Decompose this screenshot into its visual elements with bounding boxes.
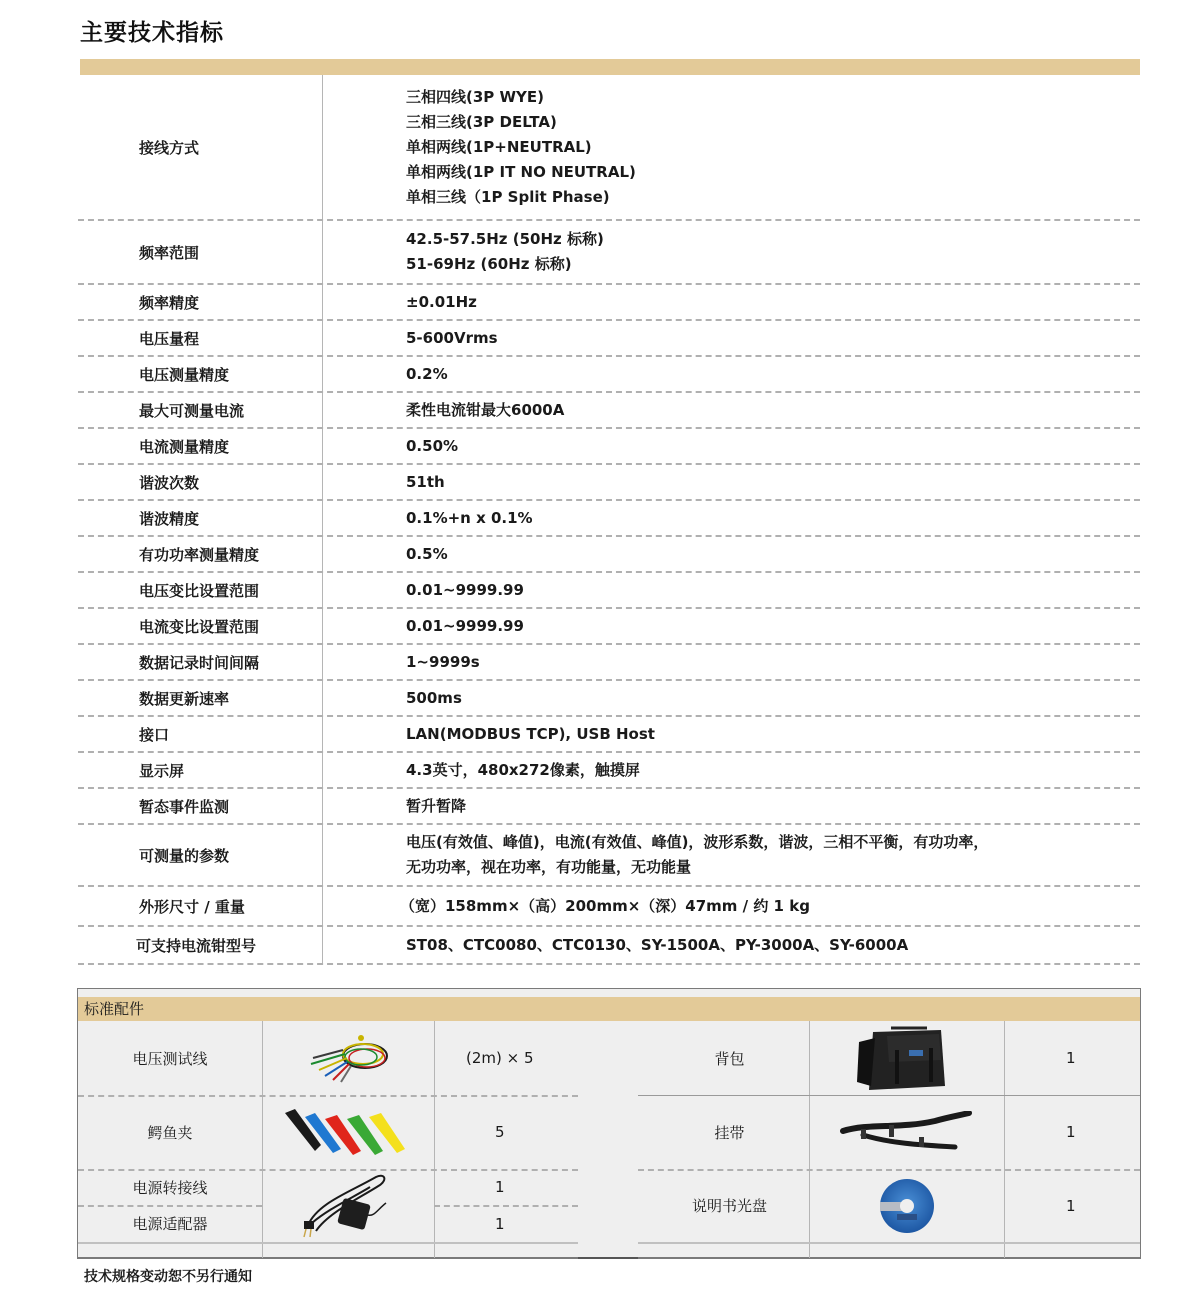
spec-value: 5-600Vrms [406,328,498,347]
spec-value [322,85,1140,210]
accessory-name: 鳄鱼夹 [147,1123,193,1142]
spec-row [78,887,1140,927]
row-divider [78,1242,578,1244]
accessory-qty: 1 [1066,1123,1076,1141]
accessory-name: 电压测试线 [132,1049,208,1068]
accessory-name: 电源转接线 [132,1178,208,1197]
spec-value-line: 51-69Hz (60Hz 标称) [406,255,572,273]
spec-label: 显示屏 [139,761,185,780]
spec-label: 频率精度 [139,293,200,312]
spec-value: 0.2% [406,364,448,383]
accessories-header: 标准配件 [78,997,1140,1021]
accessory-qty: (2m) × 5 [466,1049,534,1067]
accessory-qty: 5 [495,1123,505,1141]
spec-table [78,75,1140,965]
spec-value: 0.1%+n x 0.1% [406,508,533,527]
spec-label: 谐波精度 [139,509,200,528]
spec-label: 最大可测量电流 [139,401,245,420]
accessory-name: 背包 [714,1049,745,1068]
spec-row [78,753,1140,789]
spec-row-parameters [78,825,1140,887]
spec-value: 51th [406,472,445,491]
accessory-qty: 1 [1066,1049,1076,1067]
spec-label: 谐波次数 [139,473,200,492]
spec-label: 电压测量精度 [139,365,230,384]
accessory-qty: 1 [495,1214,505,1233]
spec-row [78,609,1140,645]
footnote: 技术规格变动恕不另行通知 [84,1269,252,1285]
spec-value-line: 单相三线（1P Split Phase) [406,187,610,206]
spec-row [78,501,1140,537]
spec-row [78,573,1140,609]
spec-value-line: 单相两线(1P IT NO NEUTRAL) [406,162,636,181]
spec-row [78,393,1140,429]
spec-value [322,830,1140,880]
row-divider [578,1257,638,1259]
accessory-qty: 1 [495,1178,505,1196]
spec-label: 电压变比设置范围 [139,581,260,600]
spec-value-line: 无功功率，视在功率，有功能量，无功能量 [406,858,692,876]
spec-label: 暂态事件监测 [139,797,230,816]
spec-value-line: 42.5-57.5Hz (50Hz 标称) [406,230,604,248]
accessories-panel [77,988,1141,1259]
power-adapter-image [262,1169,434,1242]
spec-row [78,429,1140,465]
spec-value: （宽）158mm×（高）200mm×（深）47mm / 约 1 kg [400,896,810,915]
spec-label: 数据记录时间间隔 [139,653,260,672]
spec-label: 电压量程 [139,329,200,348]
spec-value-line: 三相三线(3P DELTA) [406,112,557,131]
spec-row [78,681,1140,717]
spec-row [78,645,1140,681]
manual-cd-image [809,1169,1004,1242]
spec-row [78,357,1140,393]
shoulder-strap-image [809,1095,1004,1169]
spec-label: 可支持电流钳型号 [136,936,257,955]
title-accent-bar [80,59,1140,75]
spec-value: ST08、CTC0080、CTC0130、SY-1500A、PY-3000A、SY-6000A [406,935,909,954]
spec-value [322,227,1140,277]
spec-row-wiring [78,75,1140,221]
spec-value-line: 单相两线(1P+NEUTRAL) [406,137,592,156]
test-leads-image [262,1021,434,1095]
spec-label: 有功功率测量精度 [139,545,260,564]
spec-label: 接线方式 [139,138,200,157]
accessory-qty: 1 [1066,1196,1076,1215]
spec-value: LAN(MODBUS TCP), USB Host [406,724,655,743]
spec-row [78,717,1140,753]
spec-value: 0.50% [406,436,459,455]
spec-label: 接口 [139,725,170,744]
spec-value: 1~9999s [406,652,480,671]
spec-row [78,465,1140,501]
alligator-clips-image [262,1095,434,1169]
spec-value: 4.3英寸，480x272像素，触摸屏 [406,760,640,779]
accessory-name: 电源适配器 [132,1215,208,1233]
spec-value: 0.01~9999.99 [406,580,524,599]
spec-row [78,285,1140,321]
spec-value: 0.5% [406,544,448,563]
spec-row [78,789,1140,825]
spec-row [78,927,1140,965]
spec-label: 电流变比设置范围 [139,617,260,636]
spec-label: 数据更新速率 [139,689,230,708]
spec-value: ±0.01Hz [406,292,477,311]
spec-label: 电流测量精度 [139,437,230,456]
spec-value: 0.01~9999.99 [406,616,524,635]
spec-row [78,321,1140,357]
row-divider [638,1242,1140,1244]
spec-value: 500ms [406,688,462,707]
accessory-name: 说明书光盘 [691,1197,767,1215]
spec-label: 频率范围 [139,243,200,262]
page-title: 主要技术指标 [80,20,224,46]
spec-value: 暂升暂降 [406,796,467,815]
spec-label: 外形尺寸 / 重量 [139,897,245,916]
spec-value: 柔性电流钳最大6000A [406,400,565,419]
spec-row-frequency-range [78,221,1140,285]
spec-row [78,537,1140,573]
spec-label: 可测量的参数 [139,846,230,865]
accessory-name: 挂带 [714,1123,745,1142]
carry-bag-image [809,1021,1004,1095]
spec-value-line: 电压(有效值、峰值)，电流(有效值、峰值)，波形系数，谐波，三相不平衡，有功功率， [406,833,989,851]
spec-value-line: 三相四线(3P WYE) [406,87,545,106]
